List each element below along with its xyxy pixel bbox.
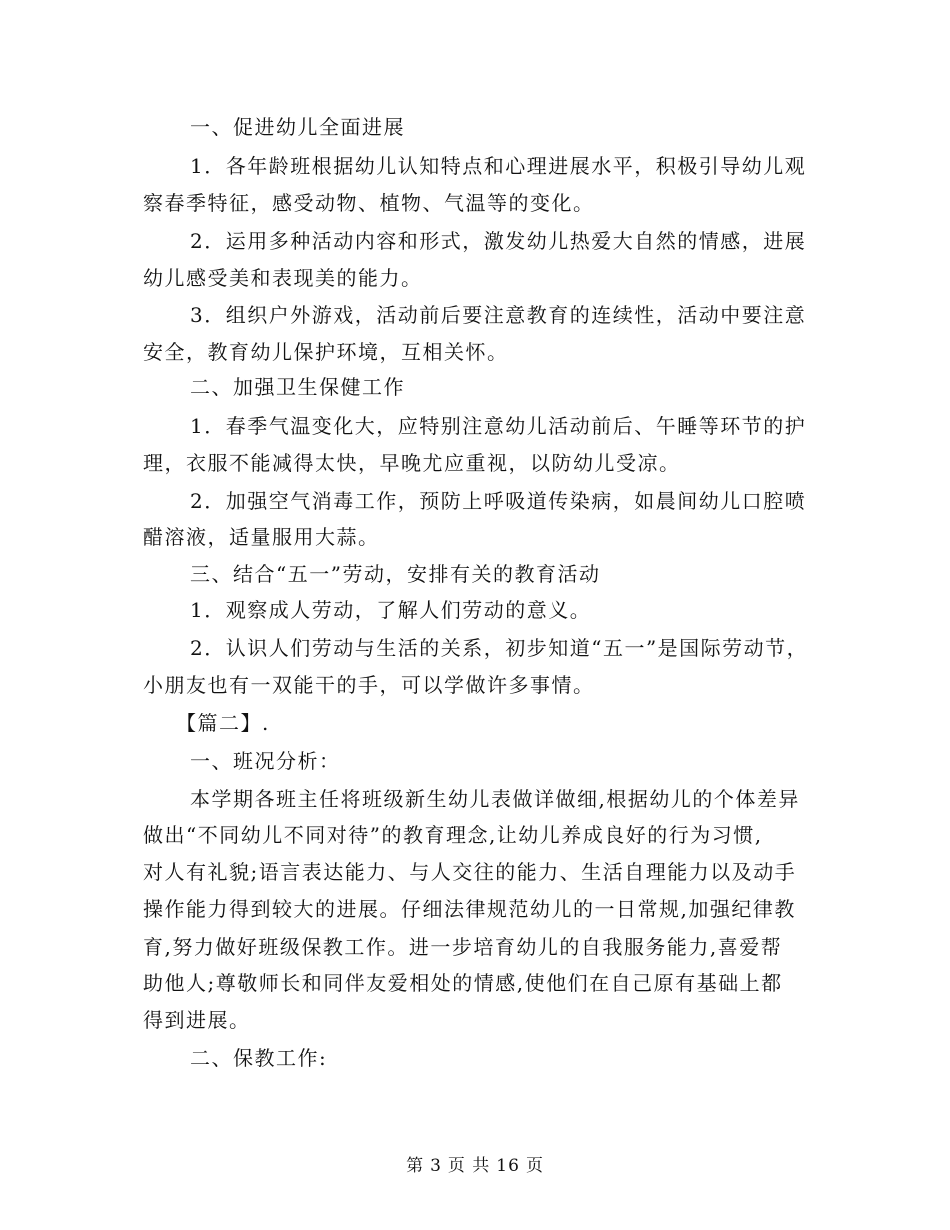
- section-heading: 二、保教工作:: [190, 1046, 328, 1070]
- paragraph-line: 1．各年龄班根据幼儿认知特点和心理进展水平，积极引导幼儿观: [190, 154, 807, 178]
- paragraph-line: 得到进展。: [143, 1008, 251, 1032]
- footer-total-pages: 16: [496, 1156, 520, 1176]
- paragraph-line: 3．组织户外游戏，活动前后要注意教育的连续性，活动中要注意: [190, 303, 807, 327]
- paragraph-line: 醋溶液，适量服用大蒜。: [143, 525, 380, 549]
- paragraph-line: 2．认识人们劳动与生活的关系，初步知道“五一”是国际劳动节，: [190, 636, 809, 660]
- paragraph-line: 育,努力做好班级保教工作。进一步培育幼儿的自我服务能力,喜爱帮: [143, 935, 783, 959]
- paragraph-line: 1．春季气温变化大，应特别注意幼儿活动前后、午睡等环节的护: [190, 414, 807, 438]
- page-footer: [0, 1155, 950, 1177]
- footer-suffix: 页: [525, 1156, 544, 1176]
- paragraph-line: 对人有礼貌;语言表达能力、与人交往的能力、生活自理能力以及动手: [143, 860, 797, 884]
- section-heading: 三、结合“五一”劳动，安排有关的教育活动: [190, 562, 601, 586]
- paragraph-line: 操作能力得到较大的进展。仔细法律规范幼儿的一日常规,加强纪律教: [143, 897, 796, 921]
- paragraph-line: 本学期各班主任将班级新生幼儿表做详做细,根据幼儿的个体差异: [190, 787, 800, 811]
- paragraph-line: 小朋友也有一双能干的手，可以学做许多事情。: [143, 673, 595, 697]
- paragraph-line: 1．观察成人劳动，了解人们劳动的意义。: [190, 598, 592, 622]
- section-heading: 二、加强卫生保健工作: [190, 375, 405, 399]
- paragraph-line: 助他人;尊敬师长和同伴友爱相处的情感,使他们在自己原有基础上都: [143, 971, 783, 995]
- footer-page-number: 3: [430, 1156, 442, 1176]
- section-heading: 一、促进幼儿全面进展: [190, 115, 405, 139]
- paragraph-line: 安全，教育幼儿保护环境，互相关怀。: [143, 340, 509, 364]
- footer-prefix: 第: [406, 1156, 425, 1176]
- paragraph-line: 2．运用多种活动内容和形式，激发幼儿热爱大自然的情感，进展: [190, 229, 807, 253]
- paragraph-line: 做出“不同幼儿不同对待”的教育理念,让幼儿养成良好的行为习惯,: [143, 823, 763, 847]
- section-title: 【篇二】.: [176, 711, 270, 735]
- section-heading: 一、班况分析：: [190, 749, 341, 773]
- paragraph-line: 察春季特征，感受动物、植物、气温等的变化。: [143, 191, 595, 215]
- paragraph-line: 理，衣服不能减得太快，早晚尤应重视，以防幼儿受凉。: [143, 451, 681, 475]
- footer-middle: 页 共: [447, 1156, 491, 1176]
- paragraph-line: 2．加强空气消毒工作，预防上呼吸道传染病，如晨间幼儿口腔喷: [190, 489, 807, 513]
- paragraph-line: 幼儿感受美和表现美的能力。: [143, 266, 423, 290]
